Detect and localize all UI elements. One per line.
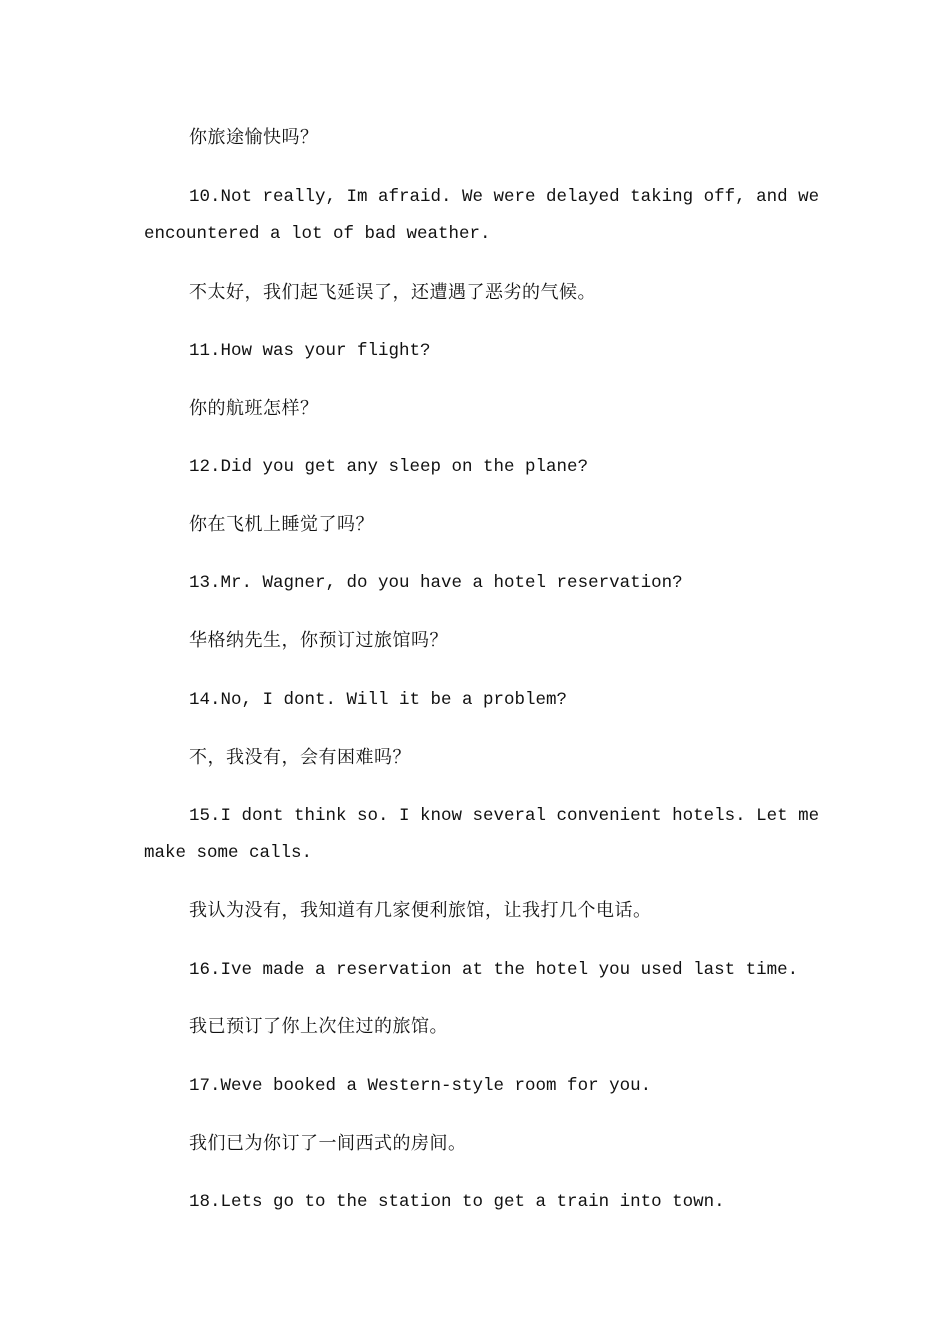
line-sentence-10-part-1: 10.Not really, Im afraid. We were delayed taking off, and we (189, 187, 820, 207)
line-sentence-15-part-1: 15.I dont think so. I know several convenient hotels. Let me (189, 806, 820, 826)
line-sentence-13: 13.Mr. Wagner, do you have a hotel reservation? (189, 573, 683, 593)
line-sentence-16: 16.Ive made a reservation at the hotel you used last time. (189, 960, 799, 980)
line-translation-14: 不，我没有，会有困难吗？ (189, 747, 411, 768)
line-translation-11: 你的航班怎样？ (189, 398, 319, 419)
line-sentence-12: 12.Did you get any sleep on the plane? (189, 457, 589, 477)
line-sentence-18: 18.Lets go to the station to get a train into town. (189, 1192, 725, 1212)
line-sentence-17: 17.Weve booked a Western-style room for you. (189, 1076, 652, 1096)
line-sentence-14: 14.No, I dont. Will it be a problem? (189, 690, 568, 710)
line-sentence-11: 11.How was your flight? (189, 341, 431, 361)
line-sentence-10-part-2: encountered a lot of bad weather. (144, 224, 491, 244)
line-translation-9: 你旅途愉快吗？ (189, 127, 319, 148)
line-translation-16: 我已预订了你上次住过的旅馆。 (189, 1016, 448, 1037)
line-translation-12: 你在飞机上睡觉了吗？ (189, 514, 374, 535)
line-translation-15: 我认为没有，我知道有几家便利旅馆，让我打几个电话。 (189, 900, 652, 921)
line-translation-17: 我们已为你订了一间西式的房间。 (189, 1133, 467, 1154)
line-translation-10: 不太好，我们起飞延误了，还遭遇了恶劣的气候。 (189, 282, 596, 303)
line-sentence-15-part-2: make some calls. (144, 843, 313, 863)
line-translation-13: 华格纳先生，你预订过旅馆吗？ (189, 630, 448, 651)
